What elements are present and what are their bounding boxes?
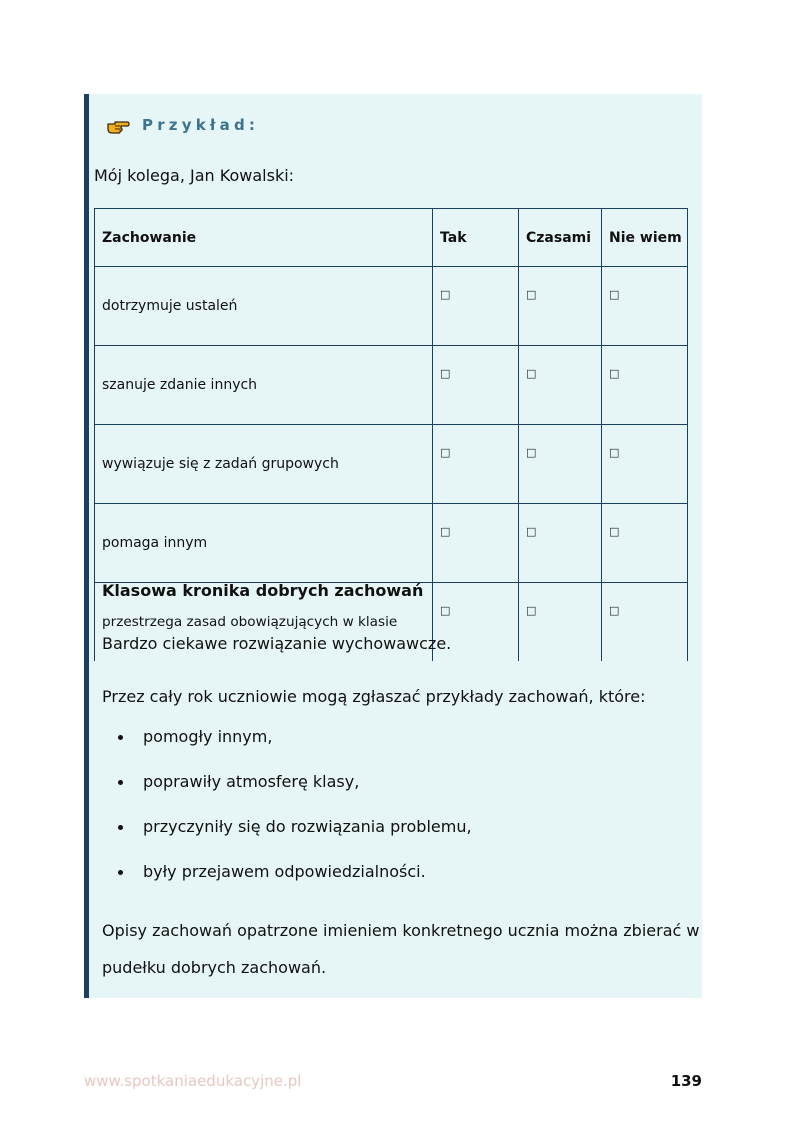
checkbox-sometimes[interactable]: □ [519, 504, 602, 583]
section-title: Klasowa kronika dobrych zachowań [102, 581, 424, 600]
table-row [95, 346, 688, 425]
header-sometimes: Czasami [519, 209, 602, 267]
behavior-cell: wywiązuje się z zadań grupowych [95, 425, 433, 504]
closing-paragraph: Opisy zachowań opatrzone imieniem konkretnego ucznia można zbierać w pudełku dobrych zachowań. [102, 921, 700, 977]
checkbox-yes[interactable]: □ [433, 267, 519, 346]
header-dont-know: Nie wiem [602, 209, 688, 267]
bullet-list [102, 724, 472, 904]
checkbox-sometimes[interactable]: □ [519, 425, 602, 504]
list-item [102, 859, 472, 904]
header-yes: Tak [433, 209, 519, 267]
bullet-icon [118, 825, 123, 830]
checkbox-sometimes[interactable]: □ [519, 267, 602, 346]
list-item [102, 769, 472, 814]
list-item [102, 724, 472, 769]
pointing-hand-icon [106, 114, 130, 136]
header-behavior: Zachowanie [95, 209, 433, 267]
behavior-cell: dotrzymuje ustaleń [95, 267, 433, 346]
paragraph: Przez cały rok uczniowie mogą zgłaszać przykłady zachowań, które: [102, 687, 646, 706]
checkbox-yes[interactable]: □ [433, 425, 519, 504]
checkbox-sometimes[interactable]: □ [519, 583, 602, 662]
table-header-row [95, 209, 688, 267]
paragraph: Bardzo ciekawe rozwiązanie wychowawcze. [102, 634, 452, 653]
bullet-icon [118, 735, 123, 740]
behavior-cell: szanuje zdanie innych [95, 346, 433, 425]
table-row [95, 504, 688, 583]
list-item-text: przyczyniły się do rozwiązania problemu, [143, 817, 472, 836]
example-heading [106, 112, 259, 138]
checkbox-dont-know[interactable]: □ [602, 504, 688, 583]
intro-text: Mój kolega, Jan Kowalski: [94, 166, 295, 185]
page-number: 139 [670, 1072, 702, 1090]
checkbox-dont-know[interactable]: □ [602, 425, 688, 504]
checkbox-yes[interactable]: □ [433, 504, 519, 583]
list-item-text: poprawiły atmosferę klasy, [143, 772, 360, 791]
table-row [95, 425, 688, 504]
checkbox-dont-know[interactable]: □ [602, 267, 688, 346]
checkbox-dont-know[interactable]: □ [602, 346, 688, 425]
list-item-text: były przejawem odpowiedzialności. [143, 862, 426, 881]
checkbox-yes[interactable]: □ [433, 346, 519, 425]
behavior-cell: przestrzega zasad obowiązujących w klasie [95, 583, 433, 662]
example-heading-text: Przykład: [142, 116, 260, 134]
checkbox-sometimes[interactable]: □ [519, 346, 602, 425]
example-box [84, 94, 702, 998]
checkbox-yes[interactable]: □ [433, 583, 519, 662]
footer-url: www.spotkaniaedukacyjne.pl [84, 1072, 302, 1090]
checkbox-dont-know[interactable]: □ [602, 583, 688, 662]
list-item [102, 814, 472, 859]
table-row [95, 267, 688, 346]
bullet-icon [118, 870, 123, 875]
behavior-cell: pomaga innym [95, 504, 433, 583]
bullet-icon [118, 780, 123, 785]
list-item-text: pomogły innym, [143, 727, 273, 746]
